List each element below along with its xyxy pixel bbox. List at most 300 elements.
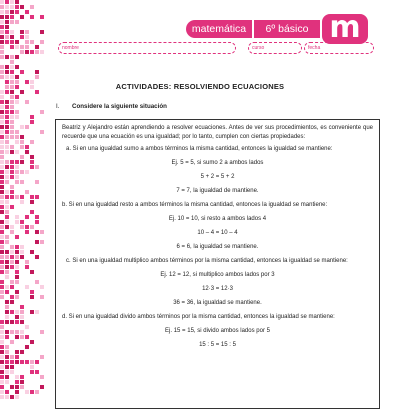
- page-title: ACTIVIDADES: RESOLVIENDO ECUACIONES: [115, 82, 285, 91]
- pixel-square: [15, 95, 19, 99]
- pixel-square: [5, 165, 9, 169]
- pixel-square: [10, 60, 14, 64]
- pixel-square: [5, 345, 9, 349]
- pixel-square: [10, 120, 14, 124]
- pixel-square: [30, 160, 34, 164]
- pixel-square: [10, 300, 14, 304]
- pixel-square: [30, 295, 34, 299]
- property-b: b. Si en una igualdad resto a ambos términos la misma cantidad, entonces la igualdad se mantiene:: [62, 202, 328, 208]
- pixel-square: [10, 260, 14, 264]
- pixel-square: [5, 55, 9, 59]
- pixel-square: [5, 225, 9, 229]
- pixel-square: [10, 250, 14, 254]
- pixel-square: [40, 130, 44, 134]
- pixel-square: [15, 140, 19, 144]
- example-line: 36 = 36, la igualdad se mantiene.: [173, 300, 262, 306]
- example-line: 10 – 4 = 10 – 4: [197, 230, 238, 236]
- pixel-square: [20, 310, 24, 314]
- section-label: Considere la siguiente situación: [72, 103, 167, 110]
- pixel-square: [0, 155, 4, 159]
- pixel-square: [0, 320, 4, 324]
- pixel-square: [10, 105, 14, 109]
- pixel-square: [20, 5, 24, 9]
- pixel-square: [10, 0, 14, 4]
- pixel-square: [5, 285, 9, 289]
- pixel-square: [40, 230, 44, 234]
- pixel-square: [40, 50, 44, 54]
- pixel-square: [10, 320, 14, 324]
- pixel-square: [25, 215, 29, 219]
- pixel-square: [5, 265, 9, 269]
- pixel-square: [5, 370, 9, 374]
- pixel-square: [0, 165, 4, 169]
- pixel-square: [5, 335, 9, 339]
- pixel-square: [0, 25, 4, 29]
- pixel-square: [5, 260, 9, 264]
- pixel-square: [0, 140, 4, 144]
- intro-paragraph: Beatriz y Alejandro están aprendiendo a resolver ecuaciones. Antes de ver sus procedimientos, es conveniente que recuerde que una ecuación es una igualdad; por lo tanto, cumplen con ciertas propiedades:: [62, 125, 373, 140]
- pixel-square: [5, 130, 9, 134]
- pixel-square: [20, 50, 24, 54]
- pixel-square: [10, 75, 14, 79]
- pixel-square: [0, 105, 4, 109]
- pixel-square: [25, 170, 29, 174]
- pixel-square: [15, 355, 19, 359]
- pixel-square: [5, 160, 9, 164]
- subject-label: matemática: [186, 20, 252, 38]
- pixel-square: [10, 330, 14, 334]
- pixel-square: [40, 385, 44, 389]
- pixel-square: [10, 55, 14, 59]
- pixel-square: [0, 240, 4, 244]
- pixel-square: [25, 150, 29, 154]
- pixel-square: [25, 225, 29, 229]
- pixel-square: [30, 50, 34, 54]
- pixel-square: [5, 120, 9, 124]
- pixel-square: [5, 200, 9, 204]
- pixel-square: [10, 5, 14, 9]
- pixel-square: [0, 270, 4, 274]
- pixel-square: [20, 170, 24, 174]
- example-line: 12·3 = 12·3: [202, 286, 233, 292]
- pixel-square: [0, 20, 4, 24]
- pixel-square: [25, 390, 29, 394]
- example-line: 5 + 2 = 5 + 2: [200, 174, 235, 180]
- pixel-square: [10, 160, 14, 164]
- date-field[interactable]: [304, 42, 374, 54]
- pixel-square: [25, 230, 29, 234]
- pixel-square: [0, 245, 4, 249]
- pixel-square: [10, 30, 14, 34]
- pixel-square: [5, 320, 9, 324]
- pixel-square: [0, 50, 4, 54]
- pixel-square: [5, 10, 9, 14]
- pixel-square: [5, 150, 9, 154]
- pixel-square: [5, 300, 9, 304]
- pixel-square: [25, 190, 29, 194]
- pixel-square: [15, 40, 19, 44]
- pixel-square: [35, 165, 39, 169]
- pixel-square: [15, 115, 19, 119]
- pixel-square: [0, 225, 4, 229]
- pixel-square: [30, 340, 34, 344]
- content-box: [55, 119, 380, 409]
- pixel-square: [40, 355, 44, 359]
- pixel-square: [0, 100, 4, 104]
- pixel-square: [5, 20, 9, 24]
- pixel-square: [30, 115, 34, 119]
- pixel-square: [35, 220, 39, 224]
- pixel-square: [35, 180, 39, 184]
- pixel-square: [5, 270, 9, 274]
- pixel-square: [5, 15, 9, 19]
- pixel-square: [0, 10, 4, 14]
- pixel-square: [5, 310, 9, 314]
- pixel-square: [10, 370, 14, 374]
- pixel-square: [5, 290, 9, 294]
- pixel-square: [15, 220, 19, 224]
- pixel-square: [15, 100, 19, 104]
- pixel-square: [10, 340, 14, 344]
- pixel-square: [35, 255, 39, 259]
- pixel-square: [15, 45, 19, 49]
- decorative-pixel-strip: [0, 0, 44, 400]
- pixel-square: [35, 390, 39, 394]
- pixel-square: [30, 290, 34, 294]
- pixel-square: [5, 360, 9, 364]
- pixel-square: [0, 5, 4, 9]
- pixel-square: [20, 385, 24, 389]
- pixel-square: [0, 290, 4, 294]
- pixel-square: [0, 335, 4, 339]
- pixel-square: [0, 345, 4, 349]
- pixel-square: [15, 0, 19, 4]
- pixel-square: [0, 190, 4, 194]
- pixel-square: [0, 395, 4, 399]
- pixel-square: [15, 170, 19, 174]
- pixel-square: [5, 65, 9, 69]
- pixel-square: [35, 75, 39, 79]
- pixel-square: [30, 155, 34, 159]
- pixel-square: [0, 375, 4, 379]
- example-line: 6 = 6, la igualdad se mantiene.: [176, 244, 259, 250]
- pixel-square: [0, 285, 4, 289]
- pixel-square: [20, 140, 24, 144]
- pixel-square: [10, 15, 14, 19]
- pixel-square: [15, 260, 19, 264]
- pixel-square: [5, 175, 9, 179]
- pixel-square: [15, 215, 19, 219]
- pixel-square: [10, 355, 14, 359]
- pixel-square: [25, 360, 29, 364]
- pixel-square: [10, 70, 14, 74]
- pixel-square: [35, 215, 39, 219]
- pixel-square: [30, 40, 34, 44]
- pixel-square: [20, 220, 24, 224]
- pixel-square: [0, 40, 4, 44]
- pixel-square: [5, 145, 9, 149]
- pixel-square: [40, 330, 44, 334]
- pixel-square: [0, 160, 4, 164]
- pixel-square: [5, 195, 9, 199]
- pixel-square: [5, 105, 9, 109]
- pixel-square: [35, 195, 39, 199]
- pixel-square: [35, 70, 39, 74]
- pixel-square: [10, 100, 14, 104]
- pixel-square: [35, 230, 39, 234]
- pixel-square: [25, 335, 29, 339]
- pixel-square: [40, 110, 44, 114]
- pixel-square: [10, 130, 14, 134]
- pixel-square: [20, 45, 24, 49]
- pixel-square: [20, 135, 24, 139]
- pixel-square: [15, 385, 19, 389]
- pixel-square: [20, 255, 24, 259]
- pixel-square: [15, 270, 19, 274]
- pixel-square: [15, 65, 19, 69]
- pixel-square: [5, 205, 9, 209]
- pixel-square: [20, 245, 24, 249]
- pixel-square: [25, 325, 29, 329]
- pixel-square: [10, 360, 14, 364]
- pixel-square: [25, 285, 29, 289]
- pixel-square: [15, 245, 19, 249]
- pixel-square: [15, 150, 19, 154]
- pixel-square: [0, 175, 4, 179]
- pixel-square: [0, 350, 4, 354]
- pixel-square: [0, 365, 4, 369]
- pixel-square: [0, 150, 4, 154]
- pixel-square: [0, 260, 4, 264]
- pixel-square: [35, 370, 39, 374]
- pixel-square: [0, 200, 4, 204]
- pixel-square: [20, 145, 24, 149]
- pixel-square: [0, 385, 4, 389]
- pixel-square: [40, 240, 44, 244]
- pixel-square: [15, 180, 19, 184]
- pixel-square: [20, 315, 24, 319]
- pixel-square: [30, 5, 34, 9]
- pixel-square: [0, 115, 4, 119]
- pixel-square: [5, 190, 9, 194]
- pixel-square: [20, 320, 24, 324]
- pixel-square: [5, 0, 9, 4]
- pixel-square: [10, 255, 14, 259]
- pixel-square: [5, 40, 9, 44]
- pixel-square: [15, 330, 19, 334]
- pixel-square: [0, 255, 4, 259]
- pixel-square: [15, 20, 19, 24]
- pixel-square: [5, 110, 9, 114]
- pixel-square: [20, 30, 24, 34]
- pixel-square: [40, 295, 44, 299]
- pixel-square: [15, 380, 19, 384]
- pixel-square: [10, 40, 14, 44]
- pixel-square: [0, 390, 4, 394]
- pixel-square: [5, 115, 9, 119]
- pixel-square: [10, 35, 14, 39]
- pixel-square: [15, 315, 19, 319]
- pixel-square: [30, 310, 34, 314]
- pixel-square: [5, 35, 9, 39]
- pixel-square: [5, 240, 9, 244]
- pixel-square: [10, 20, 14, 24]
- pixel-square: [10, 150, 14, 154]
- pixel-square: [25, 125, 29, 129]
- pixel-square: [5, 30, 9, 34]
- pixel-square: [15, 160, 19, 164]
- pixel-square: [25, 145, 29, 149]
- pixel-square: [15, 275, 19, 279]
- pixel-square: [0, 325, 4, 329]
- pixel-square: [5, 125, 9, 129]
- pixel-square: [10, 65, 14, 69]
- pixel-square: [40, 15, 44, 19]
- pixel-square: [30, 365, 34, 369]
- pixel-square: [5, 25, 9, 29]
- pixel-square: [10, 295, 14, 299]
- pixel-square: [15, 195, 19, 199]
- pixel-square: [0, 195, 4, 199]
- pixel-square: [40, 285, 44, 289]
- pixel-square: [15, 55, 19, 59]
- pixel-square: [15, 390, 19, 394]
- pixel-square: [10, 165, 14, 169]
- pixel-square: [30, 210, 34, 214]
- pixel-square: [35, 280, 39, 284]
- pixel-square: [5, 215, 9, 219]
- property-c: c. Si en una igualdad multiplico ambos términos por la misma cantidad, entonces la igualdad se mantiene:: [66, 258, 348, 264]
- pixel-square: [30, 250, 34, 254]
- pixel-square: [30, 15, 34, 19]
- pixel-square: [20, 350, 24, 354]
- example-line: 15 : 5 = 15 : 5: [199, 342, 236, 348]
- pixel-square: [10, 265, 14, 269]
- pixel-square: [10, 145, 14, 149]
- pixel-square: [5, 235, 9, 239]
- pixel-square: [0, 30, 4, 34]
- pixel-square: [35, 360, 39, 364]
- header: [186, 9, 368, 45]
- pixel-square: [10, 175, 14, 179]
- pixel-square: [15, 290, 19, 294]
- pixel-square: [5, 255, 9, 259]
- pixel-square: [25, 10, 29, 14]
- pixel-square: [30, 165, 34, 169]
- pixel-square: [0, 65, 4, 69]
- pixel-square: [20, 305, 24, 309]
- pixel-square: [0, 55, 4, 59]
- pixel-square: [30, 360, 34, 364]
- pixel-square: [20, 335, 24, 339]
- pixel-square: [30, 390, 34, 394]
- pixel-square: [25, 260, 29, 264]
- pixel-square: [0, 220, 4, 224]
- pixel-square: [5, 210, 9, 214]
- pixel-square: [10, 125, 14, 129]
- course-field[interactable]: [248, 42, 302, 54]
- pixel-square: [0, 295, 4, 299]
- pixel-square: [0, 380, 4, 384]
- pixel-square: [15, 5, 19, 9]
- pixel-square: [0, 15, 4, 19]
- pixel-square: [20, 180, 24, 184]
- pixel-square: [40, 375, 44, 379]
- pixel-square: [0, 75, 4, 79]
- pixel-square: [0, 185, 4, 189]
- name-field[interactable]: [58, 42, 236, 54]
- pixel-square: [5, 365, 9, 369]
- pixel-square: [0, 45, 4, 49]
- pixel-square: [5, 395, 9, 399]
- pixel-square: [0, 280, 4, 284]
- pixel-square: [0, 340, 4, 344]
- pixel-square: [10, 190, 14, 194]
- pixel-square: [10, 280, 14, 284]
- pixel-square: [5, 355, 9, 359]
- pixel-square: [0, 125, 4, 129]
- pixel-square: [15, 255, 19, 259]
- pixel-square: [40, 40, 44, 44]
- pixel-square: [15, 250, 19, 254]
- example-line: Ej. 15 = 15, si divido ambos lados por 5: [165, 328, 270, 334]
- pixel-square: [5, 275, 9, 279]
- pixel-square: [5, 70, 9, 74]
- pixel-square: [30, 370, 34, 374]
- pixel-pattern: [0, 0, 44, 400]
- pixel-square: [20, 155, 24, 159]
- pixel-square: [15, 110, 19, 114]
- pixel-square: [5, 170, 9, 174]
- pixel-square: [0, 120, 4, 124]
- example-line: Ej. 12 = 12, si multiplico ambos lados por 3: [160, 272, 275, 278]
- pixel-square: [0, 235, 4, 239]
- pixel-square: [0, 35, 4, 39]
- pixel-square: [20, 380, 24, 384]
- pixel-square: [20, 160, 24, 164]
- section-number: I.: [56, 103, 60, 110]
- pixel-square: [15, 10, 19, 14]
- pixel-square: [5, 75, 9, 79]
- pixel-square: [25, 50, 29, 54]
- pixel-square: [25, 40, 29, 44]
- pixel-square: [15, 295, 19, 299]
- date-label: fecha: [308, 45, 321, 51]
- pixel-square: [20, 225, 24, 229]
- pixel-square: [10, 285, 14, 289]
- pixel-square: [20, 330, 24, 334]
- pixel-square: [10, 185, 14, 189]
- pixel-square: [0, 95, 4, 99]
- pixel-square: [10, 395, 14, 399]
- grade-label: 6º básico: [254, 20, 320, 38]
- pixel-square: [15, 395, 19, 399]
- pixel-square: [25, 100, 29, 104]
- pixel-square: [10, 115, 14, 119]
- section-heading: [56, 103, 167, 110]
- pixel-square: [30, 200, 34, 204]
- pixel-square: [15, 235, 19, 239]
- pixel-square: [0, 70, 4, 74]
- pixel-square: [0, 230, 4, 234]
- pixel-square: [25, 265, 29, 269]
- pixel-square: [10, 310, 14, 314]
- pixel-square: [15, 375, 19, 379]
- pixel-square: [10, 385, 14, 389]
- student-info-row: [58, 42, 374, 56]
- property-d: d. Si en una igualdad divido ambos términos por la misma cantidad, entonces la igualdad se mantiene:: [62, 314, 335, 320]
- pixel-square: [10, 205, 14, 209]
